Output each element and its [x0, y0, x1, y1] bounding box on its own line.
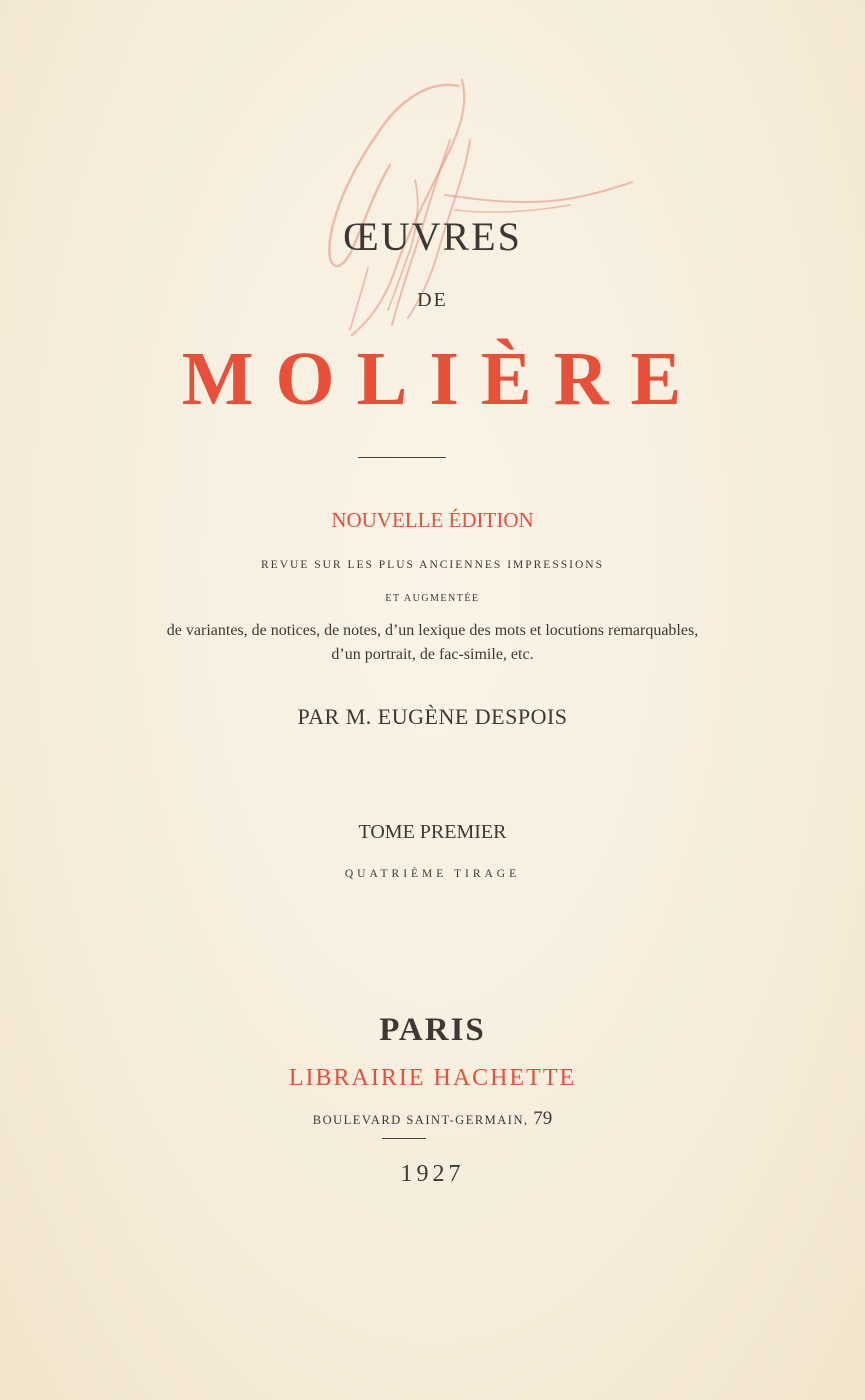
divider-rule-top	[358, 457, 446, 458]
publisher-name: LIBRAIRIE HACHETTE	[288, 1065, 577, 1091]
author-name: MOLIÈRE	[181, 337, 704, 421]
printing-label: QUATRIÈME TIRAGE	[344, 868, 521, 880]
augmentee-subtitle: ET AUGMENTÉE	[385, 593, 480, 604]
edition-title: NOUVELLE ÉDITION	[331, 508, 534, 532]
contents-description-line-1: de variantes, de notices, de notes, d’un lexique des mots et locutions remarquables,	[166, 622, 699, 639]
divider-rule-bottom	[382, 1138, 426, 1139]
de-word: DE	[417, 289, 448, 311]
city-name: PARIS	[379, 1012, 486, 1048]
volume-label: TOME PREMIER	[358, 821, 507, 843]
oeuvres-heading: ŒUVRES	[343, 214, 522, 259]
publisher-address	[0, 1109, 865, 1130]
revue-subtitle: REVUE SUR LES PLUS ANCIENNES IMPRESSIONS	[261, 559, 604, 571]
address-street: BOULEVARD SAINT-GERMAIN,	[312, 1113, 529, 1127]
contents-description-line-2: d’un portrait, de fac-simile, etc.	[331, 646, 534, 663]
address-number: 79	[533, 1108, 553, 1129]
publication-year: 1927	[400, 1161, 465, 1187]
editor-credit: PAR M. EUGÈNE DESPOIS	[297, 704, 568, 729]
